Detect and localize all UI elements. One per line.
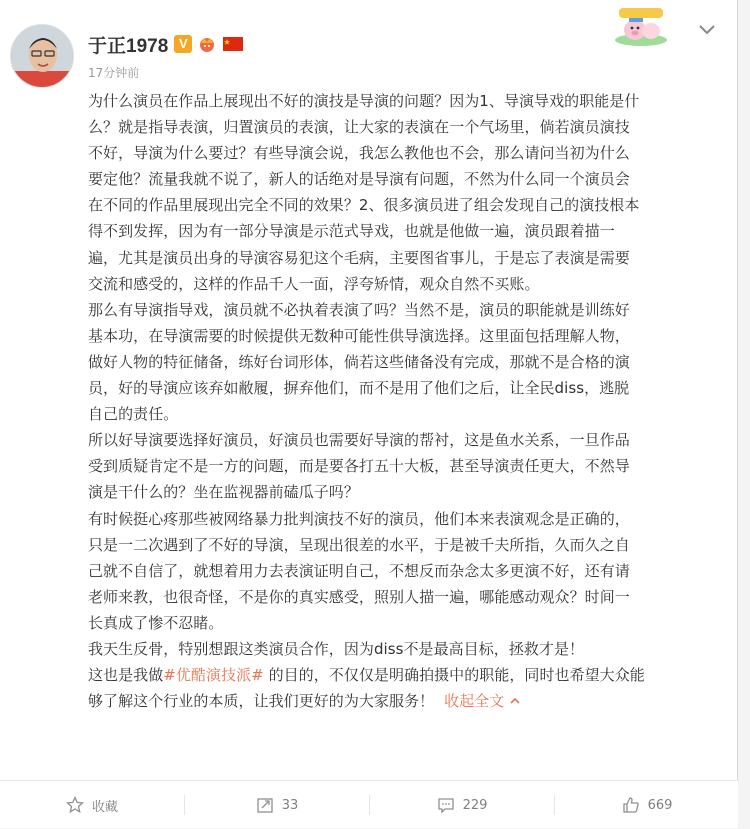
content-line: 遍，尤其是演员出身的导演容易犯这个毛病，主要图省事儿，于是忘了表演是需要 bbox=[88, 248, 630, 267]
content-line: 得不到发挥，因为有一部分导演是示范式导戏，也就是他做一遍，演员跟着描一 bbox=[88, 222, 615, 241]
like-count: 669 bbox=[647, 797, 673, 813]
pig-sticker-icon bbox=[611, 4, 671, 48]
content-line: 交流和感受的，这样的作品千人一面，浮夸矫情，观众自然不买账。 bbox=[88, 274, 540, 293]
post-content bbox=[88, 88, 718, 714]
content-line: 所以好导演要选择好演员，好演员也需要好导演的帮衬，这是鱼水关系，一旦作品 bbox=[88, 431, 630, 450]
comment-count: 229 bbox=[462, 797, 488, 813]
favorite-label: 收藏 bbox=[91, 799, 118, 815]
collapse-text-button[interactable] bbox=[444, 692, 521, 710]
user-name[interactable]: 于正1978 bbox=[88, 35, 169, 57]
content-line: 老师来教，也很奇怪，不是你的真实感受，照别人描一遍，哪能感动观众？时间一 bbox=[88, 587, 630, 606]
content-line: 不好，导演为什么要过？有些导演会说，我怎么教他也不会，那么请问当初为什么 bbox=[88, 144, 630, 163]
content-line: 么？就是指导表演，归置演员的表演，让大家的表演在一个气场里，倘若演员演技 bbox=[88, 118, 630, 137]
content-line: 长真成了惨不忍睹。 bbox=[88, 613, 224, 632]
thumbs-up-icon bbox=[622, 796, 640, 814]
hashtag-suffix: 的目的，不仅仅是明确拍摄中的职能，同时也希望大众能 bbox=[263, 666, 645, 685]
content-line: 员，好的导演应该弃如敝履，摒弃他们，而不是用了他们之后，让全民diss，逃脱 bbox=[88, 379, 630, 398]
favorite-button[interactable] bbox=[0, 781, 184, 829]
repost-count: 33 bbox=[281, 797, 299, 813]
post-action-bar bbox=[0, 780, 738, 828]
hashtag-prefix: 这也是我做 bbox=[88, 666, 164, 685]
content-line-hashtag bbox=[88, 662, 718, 688]
content-line: 己就不自信了，就想着用力去表演证明自己，不想反而杂念太多更演不好，还有请 bbox=[88, 561, 630, 580]
comment-button[interactable] bbox=[370, 781, 554, 829]
like-button[interactable] bbox=[555, 781, 739, 829]
content-line: 做好人物的特征储备，练好台词形体，倘若这些储备没有完成，那就不是合格的演 bbox=[88, 352, 630, 371]
content-line: 我天生反骨，特别想跟这类演员合作，因为diss不是最高目标，拯救才是！ bbox=[88, 639, 585, 658]
content-line: 那么有导演指导戏，演员就不必执着表演了吗？当然不是，演员的职能就是训练好 bbox=[88, 300, 630, 319]
post-time[interactable]: 17分钟前 bbox=[88, 66, 140, 80]
topic-hashtag-link[interactable]: #优酷演技派# bbox=[163, 666, 264, 685]
star-icon bbox=[66, 796, 84, 814]
chevron-up-icon bbox=[509, 696, 521, 706]
verified-badge: V bbox=[174, 35, 192, 53]
repost-button[interactable] bbox=[185, 781, 369, 829]
avatar[interactable] bbox=[10, 24, 74, 88]
crown-badge-icon bbox=[196, 35, 218, 53]
last-line-text: 够了解这个行业的本质，让我们更好的为大家服务！ bbox=[88, 692, 435, 711]
china-flag-icon bbox=[222, 35, 244, 53]
user-name-row bbox=[88, 31, 244, 57]
content-line: 基本功，在导演需要的时候提供无数种可能性供导演选择。这里面包括理解人物， bbox=[88, 326, 630, 345]
chevron-down-icon bbox=[695, 20, 719, 40]
content-line-last bbox=[88, 688, 718, 714]
more-menu-button[interactable] bbox=[695, 20, 719, 40]
content-line: 受到质疑肯定不是一方的问题，而是要各打五十大板，甚至导演责任更大，不然导 bbox=[88, 457, 630, 476]
content-line: 演是干什么的？坐在监视器前磕瓜子吗？ bbox=[88, 483, 359, 502]
content-line: 为什么演员在作品上展现出不好的演技是导演的问题？因为1、导演导戏的职能是什 bbox=[88, 92, 640, 110]
comment-icon bbox=[437, 796, 455, 814]
repost-icon bbox=[256, 796, 274, 814]
content-line: 只是一二次遇到了不好的导演，呈现出很差的水平，于是被千夫所指，久而久之自 bbox=[88, 535, 630, 554]
avatar-image bbox=[11, 25, 74, 88]
collapse-label: 收起全文 bbox=[444, 692, 505, 711]
content-line: 在不同的作品里展现出完全不同的效果？2、很多演员进了组会发现自己的演技根本 bbox=[88, 196, 640, 215]
content-line: 要定他？流量我就不说了，新人的话绝对是导演有问题，不然为什么同一个演员会 bbox=[88, 170, 630, 189]
content-line: 有时候挺心疼那些被网络暴力批判演技不好的演员，他们本来表演观念是正确的， bbox=[88, 509, 630, 528]
content-line: 自己的责任。 bbox=[88, 405, 179, 424]
